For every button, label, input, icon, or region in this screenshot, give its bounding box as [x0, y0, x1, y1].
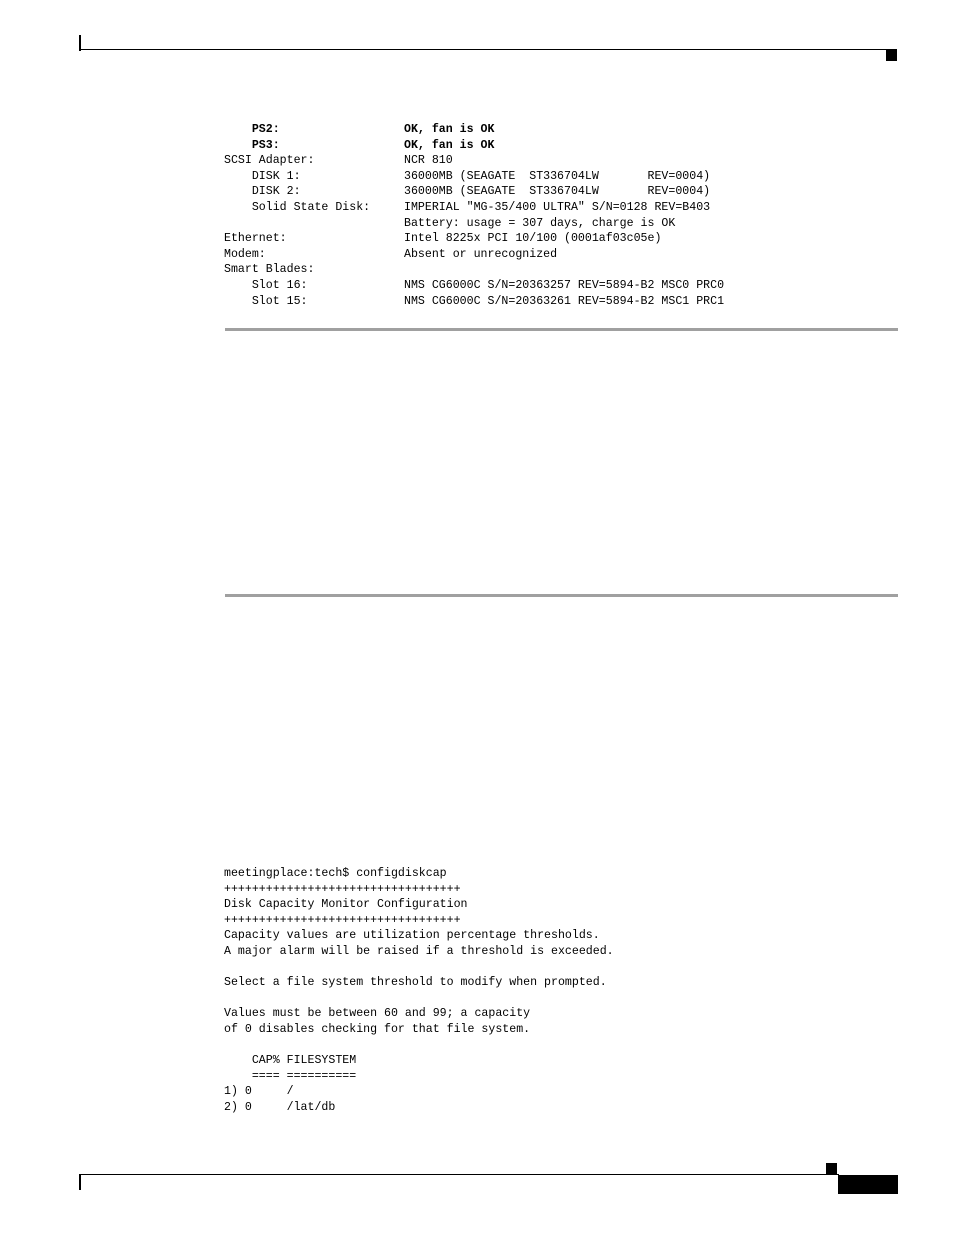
example-end-rule	[225, 328, 898, 331]
terminal-line: Values must be between 60 and 99; a capacity	[224, 1007, 531, 1021]
footer-page-tab	[838, 1175, 898, 1194]
status-label: PS3:	[224, 138, 280, 152]
terminal-line	[224, 960, 614, 976]
header-rule	[79, 49, 897, 50]
terminal-line: Disk Capacity Monitor Configuration	[224, 898, 468, 912]
section-rule	[225, 594, 898, 597]
terminal-line	[224, 991, 614, 1007]
status-label: DISK 1:	[224, 169, 301, 183]
status-row-ps2	[224, 122, 724, 138]
status-label: Slot 16:	[224, 278, 308, 292]
status-label: Ethernet:	[224, 232, 287, 246]
status-value: OK, fan is OK	[404, 138, 495, 152]
terminal-line: Select a file system threshold to modify when prompted.	[224, 976, 607, 990]
status-row-modem	[224, 247, 724, 263]
status-value: Absent or unrecognized	[404, 247, 558, 261]
status-label: Modem:	[224, 247, 266, 261]
status-label: Smart Blades:	[224, 263, 315, 277]
status-row-scsi-adapter	[224, 153, 724, 169]
status-value: Battery: usage = 307 days, charge is OK	[404, 216, 676, 230]
status-value: NCR 810	[404, 154, 453, 168]
status-row-battery	[224, 216, 724, 232]
status-row-slot-16	[224, 278, 724, 294]
status-value: 36000MB (SEAGATE ST336704LW REV=0004)	[404, 169, 711, 183]
header-corner-square	[886, 50, 897, 61]
table-row: 1) 0 /	[224, 1085, 294, 1099]
terminal-line: ++++++++++++++++++++++++++++++++++	[224, 882, 461, 896]
hardware-status-output	[224, 122, 724, 309]
status-row-ethernet	[224, 231, 724, 247]
terminal-line: A major alarm will be raised if a threshold is exceeded.	[224, 944, 614, 958]
status-row-disk-2	[224, 184, 724, 200]
terminal-line: Capacity values are utilization percentage thresholds.	[224, 929, 600, 943]
status-label: PS2:	[224, 123, 280, 136]
status-value: NMS CG6000C S/N=20363257 REV=5894-B2 MSC0 PRC0	[404, 278, 725, 292]
status-label: DISK 2:	[224, 185, 301, 199]
footer-corner-square	[826, 1163, 837, 1174]
status-row-solid-state-disk	[224, 200, 724, 216]
status-value: 36000MB (SEAGATE ST336704LW REV=0004)	[404, 185, 711, 199]
terminal-line	[224, 1038, 614, 1054]
table-header: CAP% FILESYSTEM	[224, 1054, 357, 1068]
table-header-underline: ==== ==========	[224, 1069, 357, 1083]
table-row: 2) 0 /lat/db	[224, 1100, 336, 1114]
terminal-line: ++++++++++++++++++++++++++++++++++	[224, 913, 461, 927]
status-value: Intel 8225x PCI 10/100 (0001af03c05e)	[404, 232, 662, 246]
status-value: NMS CG6000C S/N=20363261 REV=5894-B2 MSC1 PRC1	[404, 294, 725, 308]
status-row-slot-15	[224, 294, 724, 310]
status-value: OK, fan is OK	[404, 123, 495, 136]
status-label: SCSI Adapter:	[224, 154, 315, 168]
terminal-line: of 0 disables checking for that file system.	[224, 1022, 531, 1036]
footer-left-tick	[79, 1174, 81, 1190]
configdiskcap-output	[224, 866, 614, 1116]
status-label: Solid State Disk:	[224, 200, 371, 214]
status-label: Slot 15:	[224, 294, 308, 308]
footer-rule	[79, 1174, 839, 1175]
terminal-line: meetingplace:tech$ configdiskcap	[224, 867, 447, 880]
status-value: IMPERIAL "MG-35/400 ULTRA" S/N=0128 REV=B403	[404, 200, 711, 214]
status-row-ps3	[224, 138, 724, 154]
status-row-disk-1	[224, 169, 724, 185]
status-row-smart-blades	[224, 262, 724, 278]
